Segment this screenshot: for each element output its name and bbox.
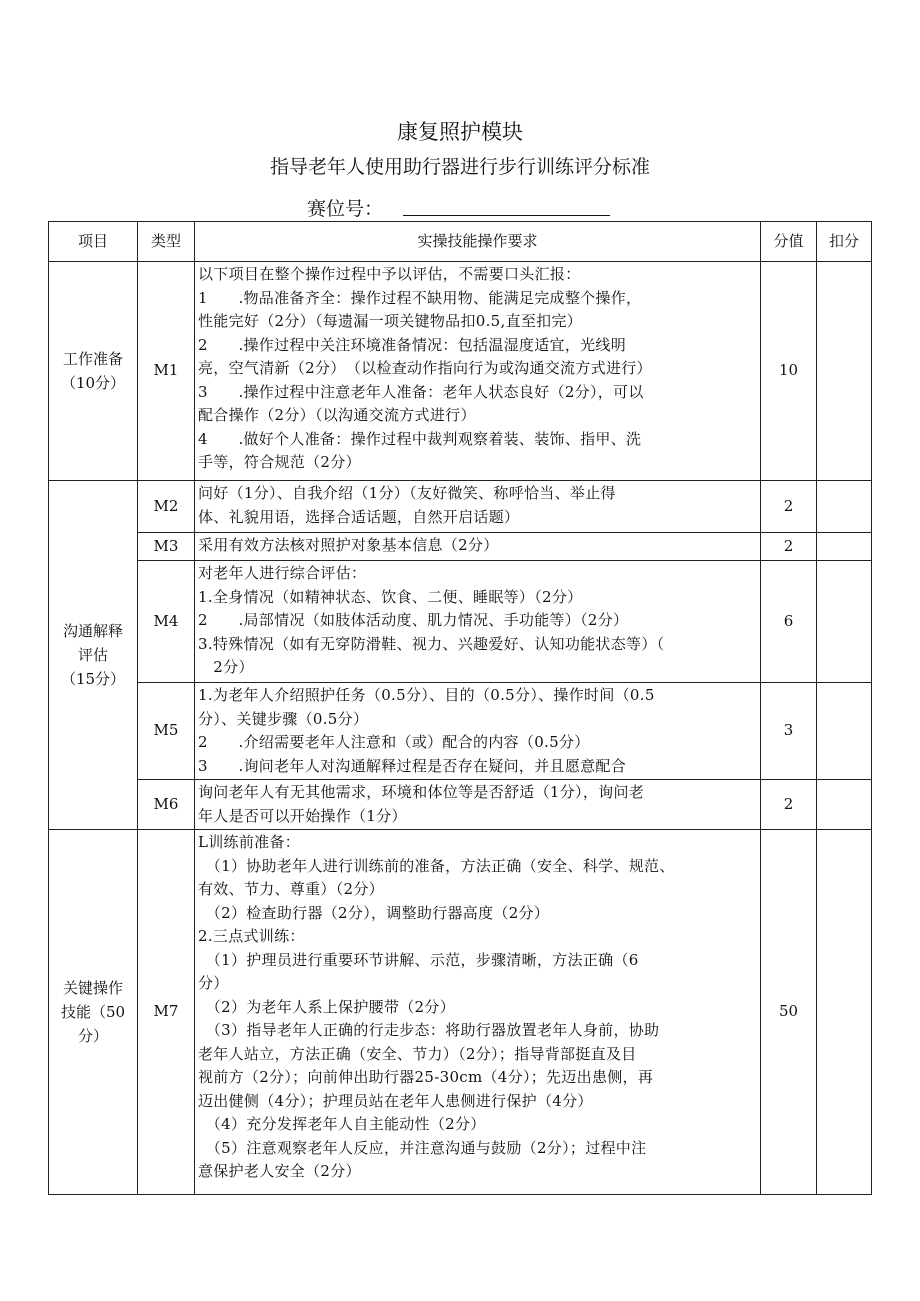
requirement-cell xyxy=(195,533,761,561)
requirement-line: 3 .操作过程中注意老年人准备：老年人状态良好（2分），可以 xyxy=(198,382,644,401)
requirement-line: 2.三点式训练： xyxy=(198,927,305,945)
requirement-cell xyxy=(195,262,761,481)
module-title: 康复照护模块 xyxy=(397,120,523,144)
requirement-line: （2）检查助行器（2分），调整助行器高度（2分） xyxy=(198,903,550,922)
requirement-line: （5）注意观察老年人反应，并注意沟通与鼓励（2分）；过程中注 xyxy=(198,1138,647,1157)
deduction-cell[interactable] xyxy=(817,481,872,533)
table-row xyxy=(49,830,872,1195)
project-line: 技能（50 xyxy=(60,1003,126,1021)
table-row xyxy=(49,481,872,533)
header-deduction: 扣分 xyxy=(817,222,872,262)
deduction-cell[interactable] xyxy=(817,561,872,683)
header-project: 项目 xyxy=(49,222,138,262)
requirement-cell xyxy=(195,683,761,780)
requirement-line: 老年人站立，方法正确（安全、节力）（2分）；指导背部挺直及目 xyxy=(198,1044,637,1063)
requirement-line: 视前方（2分）；向前伸出助行器25-30cm（4分）；先迈出患侧，再 xyxy=(198,1068,654,1086)
requirement-line: 性能完好（2分）（每遗漏一项关键物品扣0.5,直至扣完） xyxy=(198,312,583,330)
header-type: 类型 xyxy=(138,222,195,262)
project-work-preparation xyxy=(49,262,138,481)
project-line: （10分） xyxy=(60,374,126,392)
requirement-line: 迈出健侧（4分）；护理员站在老年人患侧进行保护（4分） xyxy=(198,1091,593,1110)
requirement-line: L训练前准备： xyxy=(198,833,301,851)
score-cell: 50 xyxy=(761,830,817,1195)
seat-number-blank xyxy=(403,215,610,216)
requirement-cell xyxy=(195,780,761,830)
requirement-line: （1）协助老年人进行训练前的准备，方法正确（安全、科学、规范、 xyxy=(198,856,675,875)
score-cell: 6 xyxy=(761,561,817,683)
requirement-cell xyxy=(195,481,761,533)
scoring-table xyxy=(48,221,872,1195)
table-row xyxy=(49,533,872,561)
requirement-line: 1 .物品准备齐全：操作过程不缺用物、能满足完成整个操作， xyxy=(198,288,642,307)
table-header-row xyxy=(49,222,872,262)
project-line: 分） xyxy=(77,1027,108,1045)
requirement-line: 手等，符合规范（2分） xyxy=(198,453,361,471)
project-line: 沟通解释 xyxy=(62,622,123,640)
requirement-line: 问好（1分）、自我介绍（1分）（友好微笑、称呼恰当、举止得 xyxy=(198,484,616,502)
requirement-line: 分） xyxy=(198,974,229,992)
type-cell: M2 xyxy=(138,481,195,533)
requirement-line: 2 .局部情况（如肢体活动度、肌力情况、手功能等）（2分） xyxy=(198,611,629,629)
requirement-line: 1.为老年人介绍照护任务（0.5分）、目的（0.5分）、操作时间（0.5 xyxy=(198,686,655,704)
score-cell: 2 xyxy=(761,780,817,830)
project-key-operation-skills xyxy=(49,830,138,1195)
score-cell: 10 xyxy=(761,262,817,481)
requirement-line: 3 .询问老年人对沟通解释过程是否存在疑问，并且愿意配合 xyxy=(198,756,627,775)
type-cell: M1 xyxy=(138,262,195,481)
score-cell: 2 xyxy=(761,533,817,561)
requirement-line: 2 .操作过程中关注环境准备情况：包括温湿度适宜，光线明 xyxy=(198,335,627,354)
requirement-line: （4）充分发挥老年人自主能动性（2分） xyxy=(198,1115,486,1133)
requirement-line: 意保护老人安全（2分） xyxy=(198,1162,361,1180)
seat-number-label: 赛位号： xyxy=(307,198,384,220)
requirement-line: 2 .介绍需要老年人注意和（或）配合的内容（0.5分） xyxy=(198,733,590,751)
deduction-cell[interactable] xyxy=(817,780,872,830)
requirement-line: 3.特殊情况（如有无穿防滑鞋、视力、兴趣爱好、认知功能状态等）（ xyxy=(198,634,665,653)
table-row xyxy=(49,561,872,683)
deduction-cell[interactable] xyxy=(817,683,872,780)
project-line: （15分） xyxy=(60,670,126,688)
requirement-line: 配合操作（2分）（以沟通交流方式进行） xyxy=(198,406,476,424)
project-communication-assessment xyxy=(49,481,138,830)
requirement-line: 以下项目在整个操作过程中予以评估，不需要口头汇报： xyxy=(198,265,581,283)
requirement-line: 对老年人进行综合评估： xyxy=(198,564,367,582)
requirement-line: 分）、关键步骤（0.5分） xyxy=(198,709,369,728)
requirement-line: 4 .做好个人准备：操作过程中裁判观察着装、装饰、指甲、洗 xyxy=(198,429,642,448)
requirement-line: 有效、节力、尊重）（2分） xyxy=(198,880,384,898)
deduction-cell[interactable] xyxy=(817,830,872,1195)
type-cell: M7 xyxy=(138,830,195,1195)
type-cell: M4 xyxy=(138,561,195,683)
header-requirements: 实操技能操作要求 xyxy=(195,222,761,262)
table-row xyxy=(49,683,872,780)
requirement-line: 询问老年人有无其他需求，环境和体位等是否舒适（1分），询问老 xyxy=(198,783,645,801)
table-row xyxy=(49,780,872,830)
project-line: 评估 xyxy=(77,646,108,664)
requirement-line: 体、礼貌用语，选择合适话题，自然开启话题） xyxy=(198,507,520,526)
deduction-cell[interactable] xyxy=(817,262,872,481)
deduction-cell[interactable] xyxy=(817,533,872,561)
requirement-cell xyxy=(195,830,761,1195)
type-cell: M5 xyxy=(138,683,195,780)
header-score: 分值 xyxy=(761,222,817,262)
project-line: 关键操作 xyxy=(62,979,123,997)
table-row xyxy=(49,262,872,481)
requirement-line: 1.全身情况（如精神状态、饮食、二便、睡眠等）（2分） xyxy=(198,587,583,606)
requirement-line: 年人是否可以开始操作（1分） xyxy=(198,806,407,825)
requirement-line: （3）指导老年人正确的行走步态：将助行器放置老年人身前，协助 xyxy=(198,1021,660,1039)
requirement-cell xyxy=(195,561,761,683)
requirement-line: 2分） xyxy=(198,658,254,676)
document-subtitle: 指导老年人使用助行器进行步行训练评分标准 xyxy=(269,156,650,178)
requirement-line: （1）护理员进行重要环节讲解、示范，步骤清晰，方法正确（6 xyxy=(198,950,639,969)
type-cell: M3 xyxy=(138,533,195,561)
requirement-line: 采用有效方法核对照护对象基本信息（2分） xyxy=(198,536,499,554)
requirement-line: （2）为老年人系上保护腰带（2分） xyxy=(198,997,455,1016)
type-cell: M6 xyxy=(138,780,195,830)
project-line: 工作准备 xyxy=(62,350,123,368)
score-cell: 2 xyxy=(761,481,817,533)
requirement-line: 亮，空气清新（2分） （以检查动作指向行为或沟通交流方式进行） xyxy=(198,359,652,377)
score-cell: 3 xyxy=(761,683,817,780)
